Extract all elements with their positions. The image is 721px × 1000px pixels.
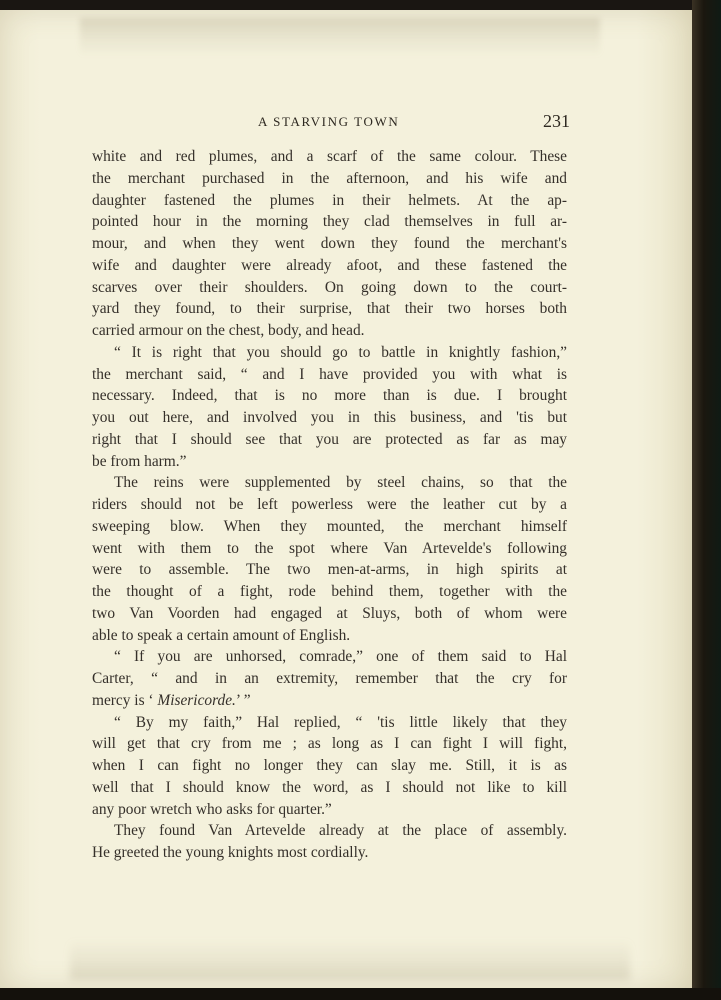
text-line-content: went with them to the spot where Van Artevelde's following: [92, 539, 567, 557]
text-line-content: “ If you are unhorsed, comrade,” one of them said to Hal: [114, 648, 567, 666]
text-line: [92, 146, 567, 168]
text-line-content: necessary. Indeed, that is no more than is due. I brought: [92, 387, 567, 405]
text-line: [92, 755, 567, 777]
text-line-content: mour, and when they went down they found the merchant's: [92, 235, 567, 252]
text-line-content: sweeping blow. When they mounted, the merchant himself: [92, 517, 567, 535]
text-line-content: mercy is ‘: [92, 691, 158, 709]
text-line: [92, 364, 567, 386]
text-line: [92, 712, 567, 734]
text-line-content: pointed hour in the morning they clad themselves in full ar-: [92, 213, 567, 231]
text-line-content: the thought of a fight, rode behind them, together with the: [92, 583, 567, 600]
text-line: [92, 277, 567, 299]
text-line: [92, 190, 567, 212]
text-line-content: “ By my faith,” Hal replied, “ 'tis little likely that they: [114, 713, 567, 731]
book-spine: [692, 0, 721, 1000]
text-line: [92, 233, 567, 255]
text-line: [92, 429, 567, 451]
text-line-content: well that I should know the word, as I should not like to kill: [92, 778, 567, 796]
body-text: [92, 146, 567, 864]
text-line-content: were to assemble. The two men-at-arms, in high spirits at: [92, 561, 567, 579]
text-line-content: will get that cry from me ; as long as I can fight I will fight,: [92, 735, 567, 753]
text-line-content: two Van Voorden had engaged at Sluys, both of whom were: [92, 604, 567, 622]
text-line: [92, 625, 567, 647]
scan-bottom-edge: [0, 988, 721, 1000]
text-line: [92, 799, 567, 821]
page-shadow-top: [80, 18, 600, 56]
text-line: [92, 211, 567, 233]
text-line-tail: ’ ”: [235, 691, 251, 709]
text-line: [92, 385, 567, 407]
text-line: [92, 581, 567, 603]
text-line: [92, 298, 567, 320]
text-line: [92, 603, 567, 625]
text-line: [92, 842, 567, 864]
text-line: [92, 168, 567, 190]
book-page: [0, 10, 692, 990]
text-line-content: you out here, and involved you in this business, and 'tis but: [92, 409, 567, 426]
text-line: [92, 472, 567, 494]
text-line-content: any poor wretch who asks for quarter.”: [92, 800, 332, 818]
text-line-content: right that I should see that you are protected as far as may: [92, 430, 567, 448]
text-line: [92, 255, 567, 277]
text-line: [92, 538, 567, 560]
running-header: [258, 112, 570, 134]
text-line: [92, 320, 567, 342]
italic-word: Misericorde.: [157, 691, 236, 709]
text-line-content: daughter fastened the plumes in their helmets. At the ap-: [92, 191, 567, 209]
text-line: [92, 494, 567, 516]
text-line: [92, 646, 567, 668]
text-line-content: The reins were supplemented by steel chains, so that the: [114, 474, 567, 492]
text-line-content: the merchant purchased in the afternoon, and his wife and: [92, 169, 567, 187]
text-line-content: the merchant said, “ and I have provided you with what is: [92, 365, 567, 383]
text-line: [92, 777, 567, 799]
text-line: [92, 516, 567, 538]
text-line-content: Carter, “ and in an extremity, remember that the cry for: [92, 670, 567, 687]
text-line: [92, 342, 567, 364]
text-line-content: white and red plumes, and a scarf of the same colour. These: [92, 148, 567, 165]
text-line-content: They found Van Artevelde already at the place of assembly.: [114, 822, 567, 840]
text-line-content: able to speak a certain amount of English.: [92, 626, 351, 644]
text-line-content: carried armour on the chest, body, and head.: [92, 322, 365, 339]
text-line-content: He greeted the young knights most cordially.: [92, 844, 369, 861]
text-line-content: yard they found, to their surprise, that their two horses both: [92, 300, 567, 318]
text-line-content: scarves over their shoulders. On going down to the court-: [92, 278, 567, 296]
page-shadow-bottom: [70, 940, 630, 980]
text-line: [92, 820, 567, 842]
text-line: [92, 668, 567, 690]
text-line: [92, 559, 567, 581]
text-line: [92, 451, 567, 473]
text-line: [92, 733, 567, 755]
text-line: [92, 690, 567, 712]
text-line-content: when I can fight no longer they can slay me. Still, it is as: [92, 757, 567, 774]
text-line: [92, 407, 567, 429]
text-line-content: “ It is right that you should go to battle in knightly fashion,”: [114, 343, 567, 361]
text-line-content: wife and daughter were already afoot, and these fastened the: [92, 256, 567, 274]
text-line-content: be from harm.”: [92, 452, 187, 470]
running-title: A STARVING TOWN: [258, 114, 400, 129]
page-number: 231: [543, 111, 570, 131]
text-line-content: riders should not be left powerless were the leather cut by a: [92, 496, 567, 513]
